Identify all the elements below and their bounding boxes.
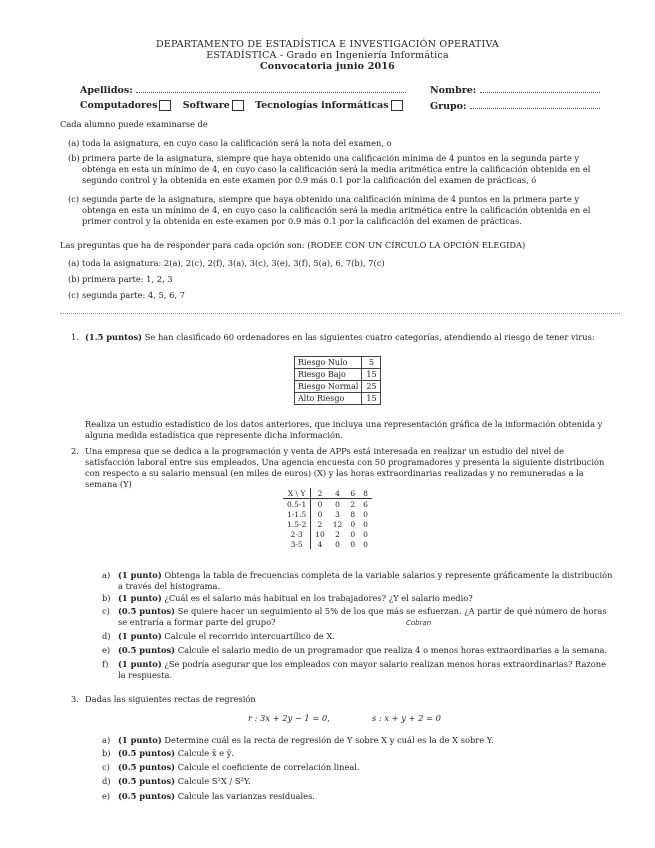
part-label: b) (102, 748, 111, 758)
table-row (295, 369, 381, 381)
part-points: (1 punto) (118, 631, 162, 641)
option-label: (a) (68, 138, 80, 148)
part-points: (0.5 puntos) (118, 762, 176, 772)
apellidos-field[interactable] (80, 84, 406, 96)
part-label: c) (102, 606, 110, 616)
q2-part-a (102, 570, 615, 592)
subject-title: ESTADÍSTICA - Grado en Ingeniería Informática (206, 50, 449, 61)
nombre-line[interactable] (480, 84, 600, 93)
table-cell: 2 (350, 499, 356, 509)
part-text: Calcule las varianzas residuales. (177, 791, 315, 801)
q2-part-b (102, 593, 615, 604)
nombre-label: Nombre: (430, 85, 477, 96)
q3-part-d (102, 776, 615, 787)
intro-option-b (68, 153, 610, 186)
q3-part-a (102, 735, 615, 746)
table-cell: 0 (350, 519, 356, 529)
question-number: 1. (71, 332, 79, 342)
question-1-after: Realiza un estudio estadístico de los datos anteriores, que incluya una representación gráfica de la información obtenida y alguna medida estadística que represente dicha información. (85, 419, 603, 440)
table-cell: 10 (315, 529, 325, 539)
choose-label: (a) (68, 258, 80, 268)
table-row (283, 509, 372, 519)
table-cell: 0 (350, 529, 356, 539)
table-cell: 0 (317, 509, 323, 519)
table-cell: 15 (362, 369, 381, 381)
table-cell: 0 (335, 539, 340, 549)
grupo-line[interactable] (470, 100, 600, 109)
table-row-header: 0.5-1 (283, 499, 311, 510)
table-cell: 0 (335, 499, 340, 509)
q2-part-e (102, 645, 615, 656)
part-points: (1 punto) (118, 735, 162, 745)
part-label: c) (102, 762, 110, 772)
part-label: e) (102, 645, 111, 655)
choose-option-a[interactable] (68, 258, 610, 269)
part-points: (0.5 puntos) (118, 645, 176, 655)
option-label: (b) (68, 153, 80, 163)
table-cell: Riesgo Bajo (295, 369, 362, 381)
apellidos-label: Apellidos: (80, 85, 133, 96)
regression-eq-r: r : 3x + 2y − 1 = 0, (248, 713, 330, 723)
part-label: f) (102, 659, 109, 669)
software-label: Software (182, 100, 230, 111)
table-cell: 0 (363, 529, 368, 539)
table-cell: 3 (335, 509, 340, 519)
q2-part-c (102, 606, 615, 628)
part-text: Calcule el coeficiente de correlación lineal. (177, 762, 360, 772)
choose-lead: Las preguntas que ha de responder para cada opción son: (RODEE CON UN CÍRCULO LA OPCIÓN ELEGIDA) (60, 240, 526, 250)
choose-option-b[interactable] (68, 274, 610, 285)
table-cell: 0 (363, 509, 368, 519)
part-text: Calcule S²X / S²Y. (177, 776, 251, 786)
choose-text: segunda parte: 4, 5, 6, 7 (82, 290, 185, 300)
question-number: 3. (71, 694, 79, 704)
question-3 (71, 694, 615, 705)
computadores-checkbox[interactable] (159, 100, 171, 111)
grupo-label: Grupo: (430, 101, 467, 112)
part-points: (0.5 puntos) (118, 748, 176, 758)
table-cell: 0 (317, 499, 323, 509)
table-col-header: 6 (346, 488, 359, 499)
table-row (283, 529, 372, 539)
choose-label: (c) (68, 290, 80, 300)
part-text: Obtenga la tabla de frecuencias completa de la variable salarios y represente gráficamente la distribución a través del histograma. (118, 570, 613, 591)
table-row-header: 1.5-2 (283, 519, 311, 529)
part-label: b) (102, 593, 111, 603)
intro-lead: Cada alumno puede examinarse de (60, 119, 208, 129)
table-cell: 0 (363, 519, 368, 529)
part-label: d) (102, 631, 111, 641)
table-cell: Riesgo Normal (295, 381, 362, 393)
part-text: Calcule el recorrido intercuartílico de X. (164, 631, 335, 641)
table-row-header: 3-5 (283, 539, 311, 549)
risk-table (294, 356, 381, 405)
option-text: primera parte de la asignatura, siempre que haya obtenido una calificación mínima de 4 puntos en la segunda parte y obtenga en esta un mínimo de 4, en cuyo caso la calificación será la media aritmética entre la calificación obtenida en el segundo control y la obtenida en este examen por 0.9 más 0.1 por la calificación del examen de prácticas, ó (82, 153, 591, 185)
table-corner: X \ Y (283, 488, 311, 499)
part-text: Calcule el salario medio de un programador que realiza 4 o menos horas extraordinarias a la semana. (177, 645, 608, 655)
choose-text: toda la asignatura: 2(a), 2(c), 2(f), 3(a), 3(c), 3(e), 3(f), 5(a), 6, 7(b), 7(c) (82, 258, 385, 268)
table-cell: 12 (332, 519, 343, 529)
handwritten-annotation: Cobran (406, 619, 432, 627)
q2-part-f (102, 659, 615, 681)
part-text: ¿Se podría asegurar que los empleados con mayor salario realizan menos horas extraordinarias? Razone la respuesta. (118, 659, 607, 680)
table-cell: 8 (350, 509, 356, 519)
part-label: a) (102, 735, 111, 745)
exam-title: Convocatoria junio 2016 (260, 61, 395, 72)
part-text: Se quiere hacer un seguimiento al 5% de los que más se esfuerzan. ¿A partir de qué número de horas se entraría a formar parte del grupo? (118, 606, 607, 627)
table-cell: 0 (350, 539, 356, 549)
option-text: toda la asignatura, en cuyo caso la calificación será la nota del examen, o (82, 138, 392, 148)
tecnologias-label: Tecnologías informáticas (255, 100, 389, 111)
department-title: DEPARTAMENTO DE ESTADÍSTICA E INVESTIGACIÓN OPERATIVA (156, 39, 499, 50)
table-row (283, 519, 372, 529)
part-text: Determine cuál es la recta de regresión de Y sobre X y cuál es la de X sobre Y. (164, 735, 494, 745)
table-col-header: 8 (359, 488, 372, 499)
option-label: (c) (68, 194, 80, 204)
question-text: Dadas las siguientes rectas de regresión (85, 694, 256, 704)
part-points: (1 punto) (118, 659, 162, 669)
part-points: (0.5 puntos) (118, 776, 176, 786)
table-row-header: 2-3 (283, 529, 311, 539)
intro-option-c (68, 194, 610, 227)
apellidos-line[interactable] (136, 84, 406, 93)
tecnologias-checkbox[interactable] (391, 100, 403, 111)
table-row-header: 1-1.5 (283, 509, 311, 519)
table-row (283, 499, 372, 510)
table-cell: 15 (362, 393, 381, 405)
part-points: (0.5 puntos) (118, 606, 176, 616)
table-header-row (283, 488, 372, 499)
table-cell: 0 (363, 539, 368, 549)
grupo-field[interactable] (430, 100, 600, 112)
table-row (295, 357, 381, 369)
table-col-header: 4 (329, 488, 347, 499)
table-cell: Alto Riesgo (295, 393, 362, 405)
choose-option-c[interactable] (68, 290, 610, 301)
option-text: segunda parte de la asignatura, siempre que haya obtenido una calificación mínima de 4 puntos en la primera parte y obtenga en esta un mínimo de 4, en cuyo caso la calificación será la media aritmética entre la calificación obtenida en el primer control y la obtenida en este examen por 0.9 más 0.1 por la calificación del examen de prácticas. (82, 194, 591, 226)
computadores-label: Computadores (80, 100, 158, 111)
choose-label: (b) (68, 274, 80, 284)
part-text: ¿Cuál es el salario más habitual en los trabajadores? ¿Y el salario medio? (164, 593, 473, 603)
question-number: 2. (71, 446, 79, 456)
part-points: (1 punto) (118, 593, 162, 603)
q3-part-e (102, 791, 615, 802)
table-cell: 5 (362, 357, 381, 369)
question-text: Una empresa que se dedica a la programación y venta de APPs está interesada en realizar un estudio del nivel de satisfacción laboral entre sus empleados. Una agencia encuesta con 50 programadores y presenta la siguiente distribución con respecto a su salario mensual (en miles de euros) (X) y las horas extraordinarias realizadas y no remuneradas a la semana (Y) (85, 446, 605, 489)
intro-option-a (68, 138, 610, 149)
table-row (283, 539, 372, 549)
question-points: (1.5 puntos) (85, 332, 143, 342)
q2-part-d (102, 631, 615, 642)
table-col-header: 2 (311, 488, 329, 499)
part-label: e) (102, 791, 111, 801)
table-cell: 6 (363, 499, 368, 509)
contingency-table (283, 488, 372, 549)
table-cell: 25 (362, 381, 381, 393)
question-2 (71, 446, 615, 490)
table-cell: 2 (317, 519, 323, 529)
software-checkbox[interactable] (232, 100, 244, 111)
question-1 (71, 332, 615, 343)
table-row (295, 393, 381, 405)
table-cell: 4 (317, 539, 323, 549)
part-points: (1 punto) (118, 570, 162, 580)
regression-eq-s: s : x + y + 2 = 0 (372, 713, 441, 723)
question-text: Se han clasificado 60 ordenadores en las siguientes cuatro categorías, atendiendo al riesgo de tener virus: (144, 332, 595, 342)
q3-part-b (102, 748, 615, 759)
q3-part-c (102, 762, 615, 773)
part-text: Calcule x̄ e ȳ. (177, 748, 235, 758)
specialty-row (80, 100, 411, 111)
table-cell: 2 (335, 529, 340, 539)
table-row (295, 381, 381, 393)
nombre-field[interactable] (430, 84, 600, 96)
separator (60, 313, 620, 314)
part-points: (0.5 puntos) (118, 791, 176, 801)
part-label: d) (102, 776, 111, 786)
table-cell: Riesgo Nulo (295, 357, 362, 369)
part-label: a) (102, 570, 111, 580)
choose-text: primera parte: 1, 2, 3 (82, 274, 173, 284)
